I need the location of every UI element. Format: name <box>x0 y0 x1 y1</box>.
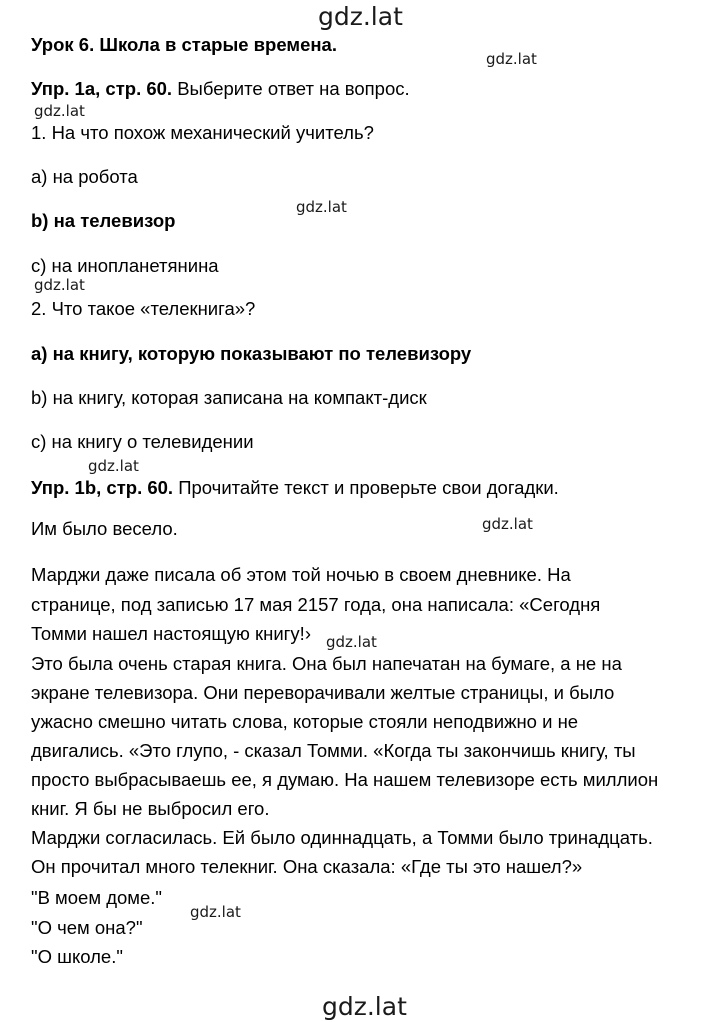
answer-2b: b) на книгу, которая записана на компакт-диск <box>31 387 427 408</box>
watermark: gdz.lat <box>326 633 377 651</box>
text-line: Им было весело. <box>31 518 178 539</box>
exercise-1b-label: Упр. 1b, стр. 60. <box>31 477 174 498</box>
watermark: gdz.lat <box>486 50 537 68</box>
watermark-bottom: gdz.lat <box>322 992 407 1021</box>
answer-2c: с) на книгу о телевидении <box>31 431 254 452</box>
text-line: Марджи согласилась. Ей было одиннадцать, а Томми было тринадцать. <box>31 827 653 848</box>
watermark: gdz.lat <box>88 457 139 475</box>
answer-2a-selected: а) на книгу, которую показывают по телевизору <box>31 343 472 364</box>
text-line: Марджи даже писала об этом той ночью в своем дневнике. На <box>31 564 571 585</box>
watermark: gdz.lat <box>482 515 533 533</box>
exercise-1a-label: Упр. 1а, стр. 60. <box>31 78 173 99</box>
watermark: gdz.lat <box>34 276 85 294</box>
text-line: странице, под записью 17 мая 2157 года, она написала: «Сегодня <box>31 594 601 615</box>
text-line: Он прочитал много телекниг. Она сказала: «Где ты это нашел?» <box>31 856 583 877</box>
text-line: просто выбрасываешь ее, я думаю. На нашем телевизоре есть миллион <box>31 769 659 790</box>
question-1: 1. На что похож механический учитель? <box>31 122 374 143</box>
page-title: Урок 6. Школа в старые времена. <box>31 34 337 55</box>
text-line: двигались. «Это глупо, - сказал Томми. «Когда ты закончишь книгу, ты <box>31 740 636 761</box>
text-line: книг. Я бы не выбросил его. <box>31 798 270 819</box>
text-line: Это была очень старая книга. Она был напечатан на бумаге, а не на <box>31 653 622 674</box>
text-line: ужасно смешно читать слова, которые стояли неподвижно и не <box>31 711 579 732</box>
watermark-top: gdz.lat <box>318 2 403 31</box>
exercise-1a-instruction: Выберите ответ на вопрос. <box>172 78 410 99</box>
text-line: Томми нашел настоящую книгу!› <box>31 623 311 644</box>
exercise-1a-heading <box>31 80 410 99</box>
exercise-1b-heading <box>31 479 559 498</box>
text-line: экране телевизора. Они переворачивали желтые страницы, и было <box>31 682 615 703</box>
text-line: "О школе." <box>31 946 123 967</box>
answer-1a: а) на робота <box>31 166 138 187</box>
text-line: "О чем она?" <box>31 917 143 938</box>
question-2: 2. Что такое «телекнига»? <box>31 298 256 319</box>
watermark: gdz.lat <box>190 903 241 921</box>
watermark: gdz.lat <box>296 198 347 216</box>
text-line: "В моем доме." <box>31 887 162 908</box>
answer-1c: с) на инопланетянина <box>31 255 219 276</box>
exercise-1b-instruction: Прочитайте текст и проверьте свои догадки. <box>173 477 559 498</box>
answer-1b-selected: b) на телевизор <box>31 210 176 231</box>
watermark: gdz.lat <box>34 102 85 120</box>
